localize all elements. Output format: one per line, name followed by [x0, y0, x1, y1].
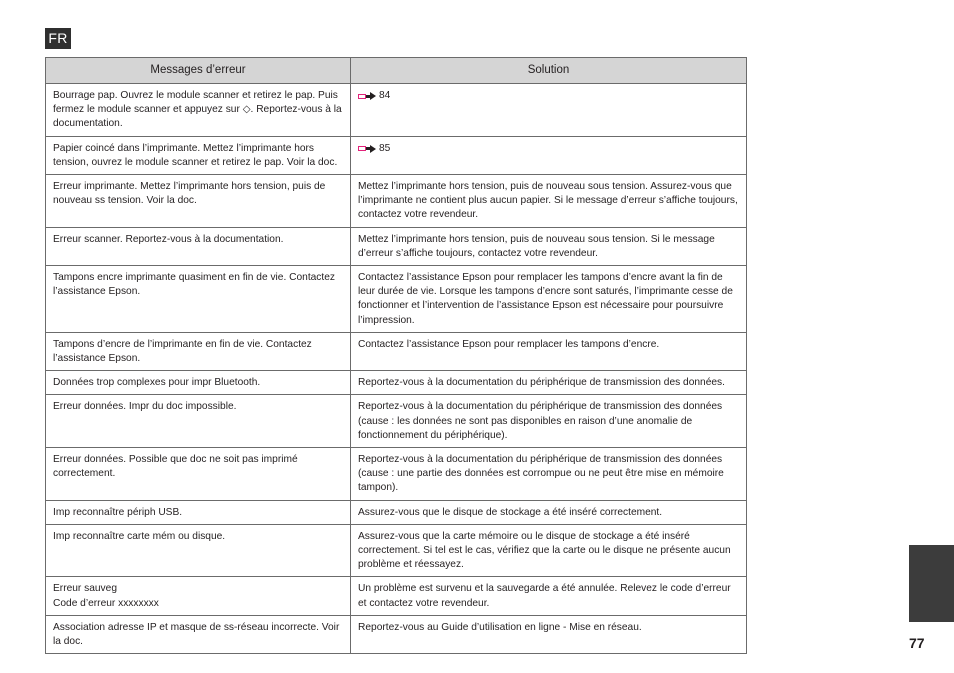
error-message-cell: Erreur données. Possible que doc ne soit pas imprimé correctement. — [46, 448, 351, 501]
error-message-cell: Imp reconnaître périph USB. — [46, 500, 351, 524]
error-message-line: Erreur sauveg — [53, 583, 117, 595]
solution-cell: Mettez l’imprimante hors tension, puis de nouveau sous tension. Si le message d’erreur s’affiche toujours, contactez votre revendeur. — [351, 227, 747, 265]
table-row — [46, 524, 747, 577]
table-row — [46, 500, 747, 524]
error-message-cell: Erreur scanner. Reportez-vous à la documentation. — [46, 227, 351, 265]
table-row — [46, 227, 747, 265]
column-header-messages: Messages d’erreur — [46, 58, 351, 84]
solution-cell: Mettez l’imprimante hors tension, puis de nouveau sous tension. Assurez-vous que l’imprimante ne contient plus aucun papier. Si le message d’erreur s’affiche toujours, contactez votre revendeur. — [351, 175, 747, 228]
error-message-cell: Erreur données. Impr du doc impossible. — [46, 395, 351, 448]
table-row — [46, 448, 747, 501]
page-number: 77 — [909, 635, 925, 651]
solution-cell: Reportez-vous à la documentation du périphérique de transmission des données (cause : une partie des données est corrompue ou ne peut être mise en mémoire tampon). — [351, 448, 747, 501]
error-message-cell: Tampons d’encre de l’imprimante en fin de vie. Contactez l’assistance Epson. — [46, 332, 351, 370]
table-row — [46, 84, 747, 137]
error-message-cell: Papier coincé dans l’imprimante. Mettez l’imprimante hors tension, ouvrez le module scanner et retirez le pap. Voir la doc. — [46, 136, 351, 174]
arrow-right-icon — [370, 145, 376, 153]
solution-cell: Assurez-vous que la carte mémoire ou le disque de stockage a été inséré correctement. Si tel est le cas, vérifiez que la carte ou le disque ne présente aucun problème et réessayez. — [351, 524, 747, 577]
solution-cell: Un problème est survenu et la sauvegarde a été annulée. Relevez le code d’erreur et contactez votre revendeur. — [351, 577, 747, 615]
page-reference-number: 84 — [379, 90, 391, 101]
solution-cell: Reportez-vous à la documentation du périphérique de transmission des données (cause : les données ne sont pas disponibles en raison d’une anomalie de fonctionnement du périphérique). — [351, 395, 747, 448]
error-message-cell: Imp reconnaître carte mém ou disque. — [46, 524, 351, 577]
column-header-solution: Solution — [351, 58, 747, 84]
solution-cell — [351, 136, 747, 174]
error-message-cell: Tampons encre imprimante quasiment en fin de vie. Contactez l’assistance Epson. — [46, 266, 351, 333]
book-icon — [358, 94, 366, 99]
table-row — [46, 175, 747, 228]
solution-cell: Contactez l’assistance Epson pour remplacer les tampons d’encre. — [351, 332, 747, 370]
solution-cell — [351, 84, 747, 137]
table-row — [46, 395, 747, 448]
book-icon — [358, 146, 366, 151]
error-message-cell: Association adresse IP et masque de ss-réseau incorrecte. Voir la doc. — [46, 615, 351, 653]
section-side-tab — [909, 545, 954, 622]
error-message-cell: Données trop complexes pour impr Bluetooth. — [46, 371, 351, 395]
language-badge: FR — [45, 28, 71, 49]
page-reference[interactable] — [358, 142, 390, 156]
error-message-cell — [46, 577, 351, 615]
table-row — [46, 136, 747, 174]
error-message-cell: Erreur imprimante. Mettez l’imprimante hors tension, puis de nouveau ss tension. Voir la doc. — [46, 175, 351, 228]
table-row — [46, 371, 747, 395]
table-header-row — [46, 58, 747, 84]
arrow-right-icon — [370, 92, 376, 100]
error-code-line: Code d’erreur xxxxxxxx — [53, 597, 159, 609]
solution-cell: Contactez l’assistance Epson pour remplacer les tampons d’encre avant la fin de leur durée de vie. Lorsque les tampons d’encre sont saturés, l’imprimante cesse de fonctionner et l’intervention de l’assistance Epson est nécessaire pour poursuivre l’impression. — [351, 266, 747, 333]
error-messages-table — [45, 57, 747, 654]
table-row — [46, 577, 747, 615]
page-reference-number: 85 — [379, 142, 391, 154]
page-reference[interactable] — [358, 89, 390, 103]
solution-cell: Reportez-vous au Guide d’utilisation en ligne - Mise en réseau. — [351, 615, 747, 653]
solution-cell: Reportez-vous à la documentation du périphérique de transmission des données. — [351, 371, 747, 395]
table-row — [46, 266, 747, 333]
solution-cell: Assurez-vous que le disque de stockage a été inséré correctement. — [351, 500, 747, 524]
table-row — [46, 332, 747, 370]
error-message-cell: Bourrage pap. Ouvrez le module scanner et retirez le pap. Puis fermez le module scanner et appuyez sur ◇. Reportez-vous à la documentation. — [46, 84, 351, 137]
table-row — [46, 615, 747, 653]
